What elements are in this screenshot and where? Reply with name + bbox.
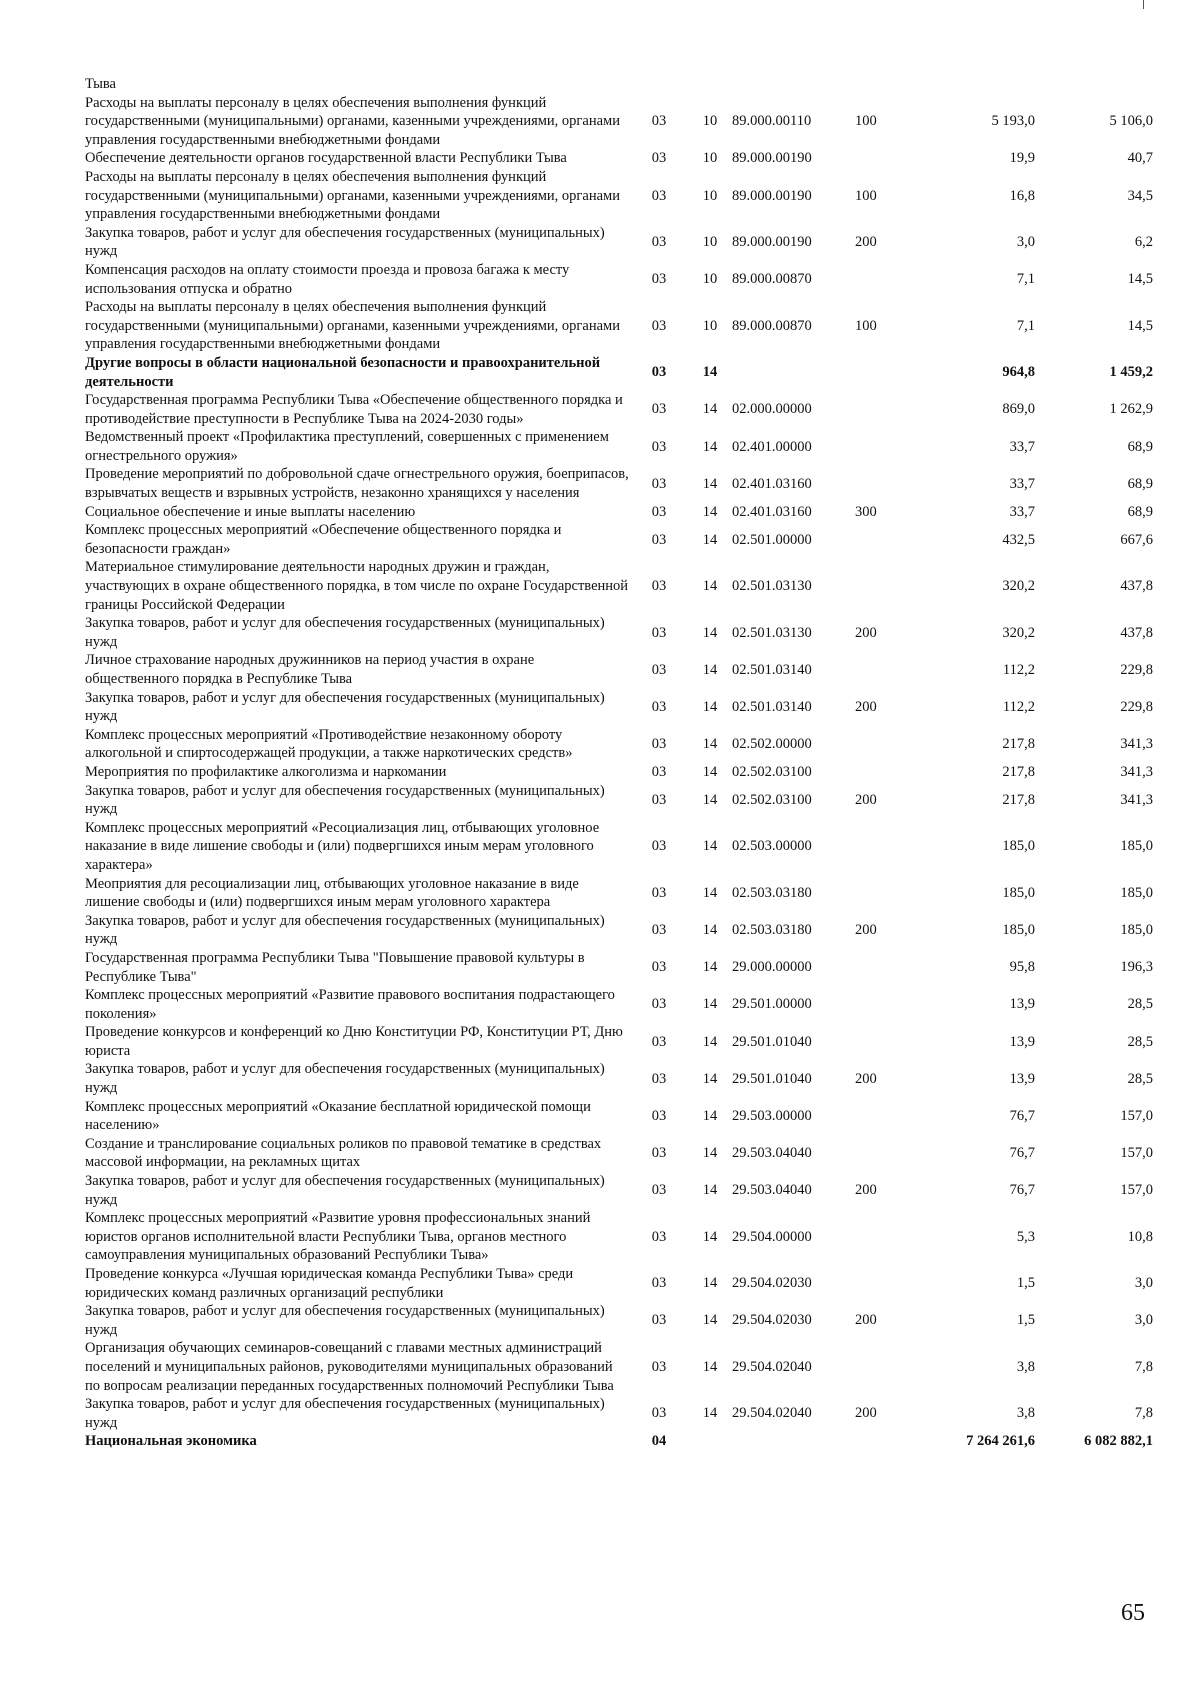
row-sum-year-2: 40,7 <box>1127 150 1153 167</box>
row-target-article: 89.000.00870 <box>732 317 812 334</box>
row-target-article: 89.000.00110 <box>732 113 812 130</box>
row-section: 03 <box>651 1070 667 1087</box>
row-expense-type <box>855 651 915 688</box>
row-subsection: 14 <box>702 838 718 855</box>
row-name: Закупка товаров, работ и услуг для обеспечения государственных (муниципальных) нужд <box>85 1303 605 1338</box>
row-expense-type: 200 <box>855 1182 877 1199</box>
table-row <box>85 763 1153 782</box>
row-expense-type <box>855 261 915 298</box>
table-row <box>85 149 1153 168</box>
table-row <box>85 298 1153 354</box>
row-subsection: 14 <box>702 578 718 595</box>
table-row <box>85 75 1153 94</box>
row-subsection: 10 <box>702 317 718 334</box>
row-expense-type: 200 <box>855 1405 877 1422</box>
row-name: Закупка товаров, работ и услуг для обеспечения государственных (муниципальных) нужд <box>85 1173 605 1208</box>
row-expense-type: 300 <box>855 503 877 520</box>
table-row <box>85 949 1153 986</box>
table-row <box>85 614 1153 651</box>
row-sum-year-1: 320,2 <box>1002 624 1035 641</box>
row-sum-year-2: 28,5 <box>1127 1070 1153 1087</box>
table-row <box>85 354 1153 391</box>
row-sum-year-1: 185,0 <box>1002 884 1035 901</box>
row-sum-year-1: 33,7 <box>1009 475 1035 492</box>
row-target-article: 29.504.00000 <box>732 1228 812 1245</box>
row-expense-type <box>855 1265 915 1302</box>
table-row <box>85 1339 1153 1395</box>
row-sum-year-1: 185,0 <box>1002 838 1035 855</box>
row-target-article: 02.501.03130 <box>732 578 812 595</box>
row-target-article <box>732 1432 855 1451</box>
row-section: 03 <box>651 578 667 595</box>
row-subsection: 14 <box>702 922 718 939</box>
row-subsection: 10 <box>702 234 718 251</box>
table-row <box>85 1209 1153 1265</box>
row-expense-type: 200 <box>855 1070 877 1087</box>
row-section: 03 <box>651 150 667 167</box>
table-row <box>85 1395 1153 1432</box>
row-sum-year-1: 95,8 <box>1009 959 1035 976</box>
row-target-article: 89.000.00870 <box>732 271 812 288</box>
table-row <box>85 94 1153 150</box>
row-subsection: 10 <box>702 150 718 167</box>
row-section: 03 <box>651 736 667 753</box>
row-target-article: 02.501.03130 <box>732 624 812 641</box>
row-sum-year-1: 3,0 <box>1016 234 1035 251</box>
row-expense-type <box>855 558 915 614</box>
row-section: 03 <box>651 959 667 976</box>
row-section: 03 <box>651 503 667 520</box>
table-row <box>85 1172 1153 1209</box>
row-sum-year-1: 7 264 261,6 <box>966 1433 1035 1450</box>
row-section: 03 <box>651 531 667 548</box>
row-subsection: 14 <box>702 959 718 976</box>
row-expense-type <box>855 149 915 168</box>
row-subsection: 14 <box>702 1033 718 1050</box>
row-target-article: 02.000.00000 <box>732 401 812 418</box>
row-expense-type <box>855 726 915 763</box>
row-name: Комплекс процессных мероприятий «Оказание бесплатной юридической помощи населению» <box>85 1098 591 1134</box>
row-expense-type <box>855 949 915 986</box>
row-expense-type <box>855 1432 915 1451</box>
table-row <box>85 912 1153 949</box>
row-sum-year-2: 34,5 <box>1127 187 1153 204</box>
row-sum-year-2: 3,0 <box>1134 1275 1153 1292</box>
row-section: 04 <box>651 1433 667 1450</box>
row-sum-year-2: 185,0 <box>1120 884 1153 901</box>
row-name: Организация обучающих семинаров-совещаний с главами местных администраций поселений и муниципальных районов, руководителями муниципальных образований по вопросам реализации переданных государственных полномочий Республики Тыва <box>85 1340 614 1394</box>
row-name: Материальное стимулирование деятельности народных дружин и граждан, участвующих в охране общественного порядка, в том числе по охране Государственной границы Российской Федерации <box>85 559 629 613</box>
row-sum-year-2: 5 106,0 <box>1109 113 1153 130</box>
row-target-article: 29.503.04040 <box>732 1145 812 1162</box>
table-row <box>85 1060 1153 1097</box>
row-section: 03 <box>651 438 667 455</box>
table-row <box>85 986 1153 1023</box>
row-subsection: 14 <box>702 791 718 808</box>
row-target-article: 29.501.01040 <box>732 1070 812 1087</box>
table-row <box>85 428 1153 465</box>
row-sum-year-2: 3,0 <box>1134 1312 1153 1329</box>
table-row <box>85 503 1153 522</box>
row-target-article: 29.504.02040 <box>732 1405 812 1422</box>
table-row <box>85 521 1153 558</box>
row-name: Закупка товаров, работ и услуг для обеспечения государственных (муниципальных) нужд <box>85 1061 605 1097</box>
row-expense-type: 100 <box>855 113 877 130</box>
row-section: 03 <box>651 401 667 418</box>
row-name: Расходы на выплаты персоналу в целях обеспечения выполнения функций государственными (муниципальными) органами, казенными учреждениями, органами управления государственными внебюджетными фондами <box>85 299 620 353</box>
row-name: Комплекс процессных мероприятий «Развитие уровня профессиональных знаний юристов органов исполнительной власти Республики Тыва, органов местного самоуправления муниципальных образований Республики Тыва» <box>85 1210 591 1264</box>
budget-table <box>85 75 1153 1451</box>
row-sum-year-2: 68,9 <box>1127 503 1153 520</box>
table-row <box>85 651 1153 688</box>
row-target-article: 29.501.00000 <box>732 996 812 1013</box>
row-expense-type <box>855 428 915 465</box>
row-expense-type: 200 <box>855 624 877 641</box>
row-name: Проведение мероприятий по добровольной сдаче огнестрельного оружия, боеприпасов, взрывчатых веществ и взрывных устройств, незаконно хранящихся у населения <box>85 466 629 502</box>
row-sum-year-1: 7,1 <box>1016 271 1035 288</box>
row-target-article: 02.401.00000 <box>732 438 812 455</box>
row-subsection <box>688 1432 732 1451</box>
row-sum-year-1: 76,7 <box>1009 1182 1035 1199</box>
row-section: 03 <box>651 1107 667 1124</box>
row-sum-year-1: 217,8 <box>1002 791 1035 808</box>
row-section: 03 <box>651 1145 667 1162</box>
row-sum-year-1: 3,8 <box>1016 1358 1035 1375</box>
row-sum-year-2: 229,8 <box>1120 661 1153 678</box>
row-subsection: 14 <box>702 1107 718 1124</box>
row-subsection: 14 <box>702 1358 718 1375</box>
row-subsection: 14 <box>702 763 718 780</box>
row-sum-year-1: 13,9 <box>1009 1033 1035 1050</box>
row-expense-type: 200 <box>855 1312 877 1329</box>
row-target-article: 02.501.03140 <box>732 661 812 678</box>
row-sum-year-1 <box>915 75 1035 94</box>
row-name: Расходы на выплаты персоналу в целях обеспечения выполнения функций государственными (муниципальными) органами, казенными учреждениями, органами управления государственными внебюджетными фондами <box>85 168 620 223</box>
row-expense-type <box>855 521 915 558</box>
row-name: Закупка товаров, работ и услуг для обеспечения государственных (муниципальных) нужд <box>85 615 605 650</box>
row-sum-year-1: 7,1 <box>1016 317 1035 334</box>
row-target-article: 29.504.02030 <box>732 1275 812 1292</box>
table-row <box>85 168 1153 224</box>
row-expense-type <box>855 986 915 1023</box>
table-row <box>85 1098 1153 1135</box>
row-name: Комплекс процессных мероприятий «Развитие правового воспитания подрастающего поколения» <box>85 987 615 1022</box>
row-section: 03 <box>651 996 667 1013</box>
row-name: Личное страхование народных дружинников на период участия в охране общественного порядка в Республике Тыва <box>85 652 535 687</box>
row-section: 03 <box>651 1228 667 1245</box>
table-row <box>85 224 1153 261</box>
table-row <box>85 261 1153 298</box>
row-sum-year-2: 341,3 <box>1120 763 1153 780</box>
row-section: 03 <box>651 763 667 780</box>
row-section: 03 <box>651 922 667 939</box>
row-expense-type <box>855 391 915 428</box>
row-sum-year-1: 1,5 <box>1016 1275 1035 1292</box>
row-subsection: 14 <box>702 624 718 641</box>
table-row <box>85 1265 1153 1302</box>
row-expense-type <box>855 763 915 782</box>
row-sum-year-2: 10,8 <box>1127 1228 1153 1245</box>
row-expense-type: 200 <box>855 922 877 939</box>
row-sum-year-2: 229,8 <box>1120 698 1153 715</box>
row-target-article: 89.000.00190 <box>732 234 812 251</box>
row-expense-type <box>855 1339 915 1395</box>
row-sum-year-1: 5 193,0 <box>991 113 1035 130</box>
row-sum-year-2: 185,0 <box>1120 922 1153 939</box>
row-subsection: 14 <box>702 1182 718 1199</box>
row-expense-type <box>855 875 915 912</box>
row-sum-year-1: 217,8 <box>1002 763 1035 780</box>
row-target-article: 29.504.02030 <box>732 1312 812 1329</box>
row-name: Проведение конкурса «Лучшая юридическая команда Республики Тыва» среди юридических команд различных организаций республики <box>85 1266 574 1301</box>
row-sum-year-1: 3,8 <box>1016 1405 1035 1422</box>
row-name: Комплекс процессных мероприятий «Ресоциализация лиц, отбывающих уголовное наказание в виде лишение свободы и (или) подвергшихся иным мерам уголовного характера» <box>85 819 600 873</box>
row-sum-year-2: 28,5 <box>1127 996 1153 1013</box>
row-name: Государственная программа Республики Тыва "Повышение правовой культуры в Республике Тыва" <box>85 949 585 985</box>
row-target-article: 29.503.04040 <box>732 1182 812 1199</box>
row-section: 03 <box>651 271 667 288</box>
row-subsection: 10 <box>702 113 718 130</box>
row-name: Закупка товаров, работ и услуг для обеспечения государственных (муниципальных) нужд <box>85 1396 605 1431</box>
row-sum-year-1: 964,8 <box>1002 364 1035 381</box>
row-subsection: 10 <box>702 187 718 204</box>
table-row <box>85 391 1153 428</box>
row-name: Социальное обеспечение и иные выплаты населению <box>85 503 416 520</box>
row-section: 03 <box>651 364 667 381</box>
row-expense-type <box>855 1209 915 1265</box>
row-expense-type: 200 <box>855 234 877 251</box>
page-number: 65 <box>1121 1600 1145 1626</box>
row-subsection: 14 <box>702 475 718 492</box>
row-target-article: 02.401.03160 <box>732 475 812 492</box>
row-section: 03 <box>651 661 667 678</box>
row-sum-year-2: 157,0 <box>1120 1145 1153 1162</box>
table-row <box>85 1135 1153 1172</box>
row-target-article <box>732 354 855 391</box>
row-subsection: 14 <box>702 1228 718 1245</box>
row-sum-year-2: 68,9 <box>1127 475 1153 492</box>
row-section: 03 <box>651 624 667 641</box>
row-expense-type: 200 <box>855 791 877 808</box>
row-section: 03 <box>651 1312 667 1329</box>
row-sum-year-2: 6 082 882,1 <box>1084 1433 1153 1450</box>
row-section: 03 <box>651 1033 667 1050</box>
row-sum-year-1: 19,9 <box>1009 150 1035 167</box>
row-subsection: 14 <box>702 736 718 753</box>
row-expense-type <box>855 75 915 94</box>
row-expense-type <box>855 354 915 391</box>
row-sum-year-2: 7,8 <box>1134 1358 1153 1375</box>
table-row <box>85 819 1153 875</box>
row-expense-type <box>855 819 915 875</box>
row-sum-year-2: 341,3 <box>1120 791 1153 808</box>
row-subsection: 14 <box>702 1070 718 1087</box>
row-target-article: 89.000.00190 <box>732 150 812 167</box>
row-sum-year-1: 16,8 <box>1009 187 1035 204</box>
row-sum-year-1: 185,0 <box>1002 922 1035 939</box>
row-name: Национальная экономика <box>85 1433 257 1450</box>
row-sum-year-2: 7,8 <box>1134 1405 1153 1422</box>
row-section: 03 <box>651 1405 667 1422</box>
row-section: 03 <box>651 317 667 334</box>
row-name: Компенсация расходов на оплату стоимости проезда и провоза багажа к месту использования отпуска и обратно <box>85 261 570 297</box>
row-sum-year-1: 112,2 <box>1002 661 1035 678</box>
row-subsection: 14 <box>702 661 718 678</box>
row-target-article: 02.401.03160 <box>732 503 812 520</box>
row-sum-year-2: 1 262,9 <box>1109 401 1153 418</box>
row-sum-year-1: 869,0 <box>1002 401 1035 418</box>
table-row <box>85 1432 1153 1451</box>
row-name: Обеспечение деятельности органов государственной власти Республики Тыва <box>85 150 567 167</box>
row-section: 03 <box>651 475 667 492</box>
row-section: 03 <box>651 1358 667 1375</box>
table-row <box>85 782 1153 819</box>
row-sum-year-1: 5,3 <box>1016 1228 1035 1245</box>
row-name: Ведомственный проект «Профилактика преступлений, совершенных с применением огнестрельного оружия» <box>85 429 609 464</box>
row-section: 03 <box>651 1275 667 1292</box>
row-subsection: 14 <box>702 1145 718 1162</box>
row-expense-type <box>855 1023 915 1060</box>
row-subsection: 14 <box>702 1312 718 1329</box>
row-section: 03 <box>651 113 667 130</box>
row-sum-year-2: 437,8 <box>1120 578 1153 595</box>
row-sum-year-1: 13,9 <box>1009 1070 1035 1087</box>
row-name: Комплекс процессных мероприятий «Обеспечение общественного порядка и безопасности граждан» <box>85 522 562 557</box>
row-section: 03 <box>651 838 667 855</box>
row-target-article: 02.503.03180 <box>732 922 812 939</box>
row-section: 03 <box>651 791 667 808</box>
row-sum-year-2: 437,8 <box>1120 624 1153 641</box>
row-name: Меоприятия для ресоциализации лиц, отбывающих уголовное наказание в виде лишение свободы и (или) подвергшихся иным мерам уголовного характера <box>85 875 579 911</box>
row-section: 03 <box>651 698 667 715</box>
row-sum-year-2: 667,6 <box>1120 531 1153 548</box>
row-name: Расходы на выплаты персоналу в целях обеспечения выполнения функций государственными (муниципальными) органами, казенными учреждениями, органами управления государственными внебюджетными фондами <box>85 94 620 148</box>
row-subsection <box>688 75 732 94</box>
row-sum-year-2: 14,5 <box>1127 317 1153 334</box>
row-sum-year-2: 185,0 <box>1120 838 1153 855</box>
row-sum-year-1: 76,7 <box>1009 1145 1035 1162</box>
row-subsection: 10 <box>702 271 718 288</box>
row-sum-year-2: 341,3 <box>1120 736 1153 753</box>
row-name: Проведение конкурсов и конференций ко Дню Конституции РФ, Конституции РТ, Дню юриста <box>85 1024 623 1059</box>
row-sum-year-1: 33,7 <box>1009 503 1035 520</box>
row-sum-year-2: 196,3 <box>1120 959 1153 976</box>
row-sum-year-2: 157,0 <box>1120 1182 1153 1199</box>
row-target-article: 02.502.00000 <box>732 736 812 753</box>
row-expense-type: 200 <box>855 698 877 715</box>
row-target-article: 02.503.00000 <box>732 838 812 855</box>
row-sum-year-2: 14,5 <box>1127 271 1153 288</box>
row-target-article: 29.504.02040 <box>732 1358 812 1375</box>
table-row <box>85 875 1153 912</box>
row-subsection: 14 <box>702 996 718 1013</box>
row-name: Закупка товаров, работ и услуг для обеспечения государственных (муниципальных) нужд <box>85 689 605 725</box>
row-target-article: 02.501.00000 <box>732 531 812 548</box>
row-expense-type: 100 <box>855 317 877 334</box>
row-name: Мероприятия по профилактике алкоголизма и наркомании <box>85 763 447 780</box>
row-subsection: 14 <box>702 438 718 455</box>
row-section: 03 <box>651 1182 667 1199</box>
row-subsection: 14 <box>702 884 718 901</box>
row-name: Государственная программа Республики Тыва «Обеспечение общественного порядка и противодействие преступности в Республике Тыва на 2024-2030 годы» <box>85 392 623 427</box>
table-row <box>85 558 1153 614</box>
row-expense-type <box>855 1098 915 1135</box>
row-sum-year-1: 13,9 <box>1009 996 1035 1013</box>
row-target-article: 29.503.00000 <box>732 1107 812 1124</box>
row-target-article: 02.503.03180 <box>732 884 812 901</box>
row-section <box>630 75 688 94</box>
row-subsection: 14 <box>702 698 718 715</box>
table-row <box>85 726 1153 763</box>
table-row <box>85 689 1153 726</box>
row-section: 03 <box>651 234 667 251</box>
row-subsection: 14 <box>702 531 718 548</box>
table-row <box>85 465 1153 502</box>
row-name: Закупка товаров, работ и услуг для обеспечения государственных (муниципальных) нужд <box>85 782 605 818</box>
row-subsection: 14 <box>702 503 718 520</box>
row-subsection: 14 <box>702 1405 718 1422</box>
row-subsection: 14 <box>702 1275 718 1292</box>
row-section: 03 <box>651 187 667 204</box>
row-target-article: 89.000.00190 <box>732 187 812 204</box>
row-expense-type <box>855 1135 915 1172</box>
table-row <box>85 1023 1153 1060</box>
row-expense-type <box>855 465 915 502</box>
row-sum-year-1: 76,7 <box>1009 1107 1035 1124</box>
row-target-article: 02.502.03100 <box>732 791 812 808</box>
row-subsection: 14 <box>702 401 718 418</box>
row-sum-year-2: 6,2 <box>1134 234 1153 251</box>
row-target-article <box>732 75 855 94</box>
row-target-article: 02.501.03140 <box>732 698 812 715</box>
row-target-article: 29.000.00000 <box>732 959 812 976</box>
row-sum-year-1: 432,5 <box>1002 531 1035 548</box>
row-sum-year-2: 1 459,2 <box>1109 364 1153 381</box>
row-target-article: 02.502.03100 <box>732 763 812 780</box>
row-name: Создание и транслирование социальных роликов по правовой тематике в средствах массовой информации, на рекламных щитах <box>85 1135 602 1171</box>
scan-edge-mark <box>1143 0 1144 9</box>
row-name: Комплекс процессных мероприятий «Противодействие незаконному обороту алкогольной и спиртосодержащей продукции, а также наркотических средств» <box>85 726 573 762</box>
row-sum-year-2: 68,9 <box>1127 438 1153 455</box>
row-name: Другие вопросы в области национальной безопасности и правоохранительной деятельности <box>85 354 601 390</box>
table-row <box>85 1302 1153 1339</box>
row-expense-type: 100 <box>855 187 877 204</box>
row-sum-year-2 <box>1035 75 1153 94</box>
row-name: Тыва <box>85 76 116 92</box>
row-sum-year-1: 33,7 <box>1009 438 1035 455</box>
budget-table-body <box>85 75 1153 1451</box>
row-subsection: 14 <box>702 364 718 381</box>
row-sum-year-2: 157,0 <box>1120 1107 1153 1124</box>
row-sum-year-1: 320,2 <box>1002 578 1035 595</box>
row-sum-year-2: 28,5 <box>1127 1033 1153 1050</box>
row-section: 03 <box>651 884 667 901</box>
row-sum-year-1: 217,8 <box>1002 736 1035 753</box>
row-sum-year-1: 112,2 <box>1002 698 1035 715</box>
row-target-article: 29.501.01040 <box>732 1033 812 1050</box>
row-name: Закупка товаров, работ и услуг для обеспечения государственных (муниципальных) нужд <box>85 912 605 948</box>
row-name: Закупка товаров, работ и услуг для обеспечения государственных (муниципальных) нужд <box>85 224 605 260</box>
row-sum-year-1: 1,5 <box>1016 1312 1035 1329</box>
